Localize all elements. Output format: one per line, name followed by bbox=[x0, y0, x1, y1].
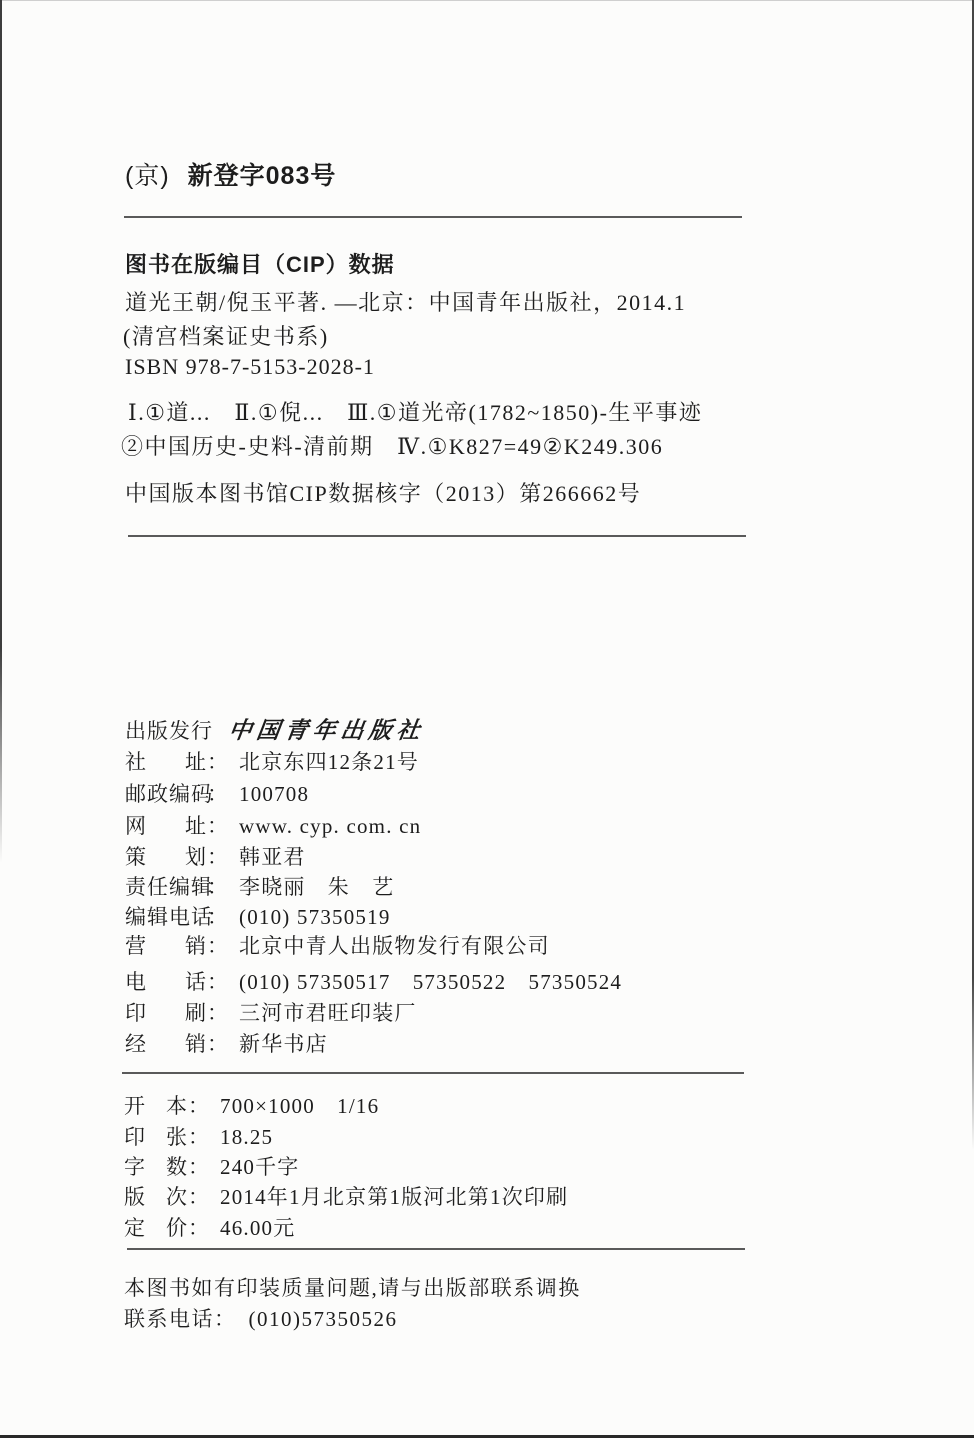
row-value: (010) 57350519 bbox=[239, 905, 391, 929]
row-value: 韩亚君 bbox=[239, 845, 306, 869]
row-value: (010) 57350517 57350522 57350524 bbox=[239, 970, 623, 994]
row-colon: ： bbox=[207, 934, 229, 958]
row-value: www. cyp. com. cn bbox=[239, 814, 422, 838]
row-value: 2014年1月北京第1版河北第1次印刷 bbox=[220, 1185, 569, 1209]
contact-colon: ： bbox=[214, 1307, 237, 1331]
row-colon: ： bbox=[188, 1094, 210, 1118]
row-value: 46.00元 bbox=[220, 1216, 296, 1240]
contact-phone: (010)57350526 bbox=[248, 1307, 398, 1331]
publisher-row-address bbox=[125, 746, 419, 776]
row-colon: ： bbox=[188, 1216, 210, 1240]
cip-heading: 图书在版编目（CIP）数据 bbox=[125, 252, 395, 277]
row-label: 字 数 bbox=[124, 1155, 188, 1179]
row-label: 邮 政 编 码 bbox=[125, 782, 213, 806]
row-label: 策 划 bbox=[125, 845, 207, 869]
divider-cip-bottom bbox=[128, 535, 746, 537]
row-colon: ： bbox=[207, 905, 229, 929]
row-colon: ： bbox=[188, 1185, 210, 1209]
cip-classification-line2: ②中国历史-史料-清前期 Ⅳ.①K827=49②K249.306 bbox=[121, 434, 664, 459]
row-value: 240千字 bbox=[220, 1155, 300, 1179]
contact-label: 联系电话 bbox=[124, 1307, 214, 1331]
spec-row-wordcount bbox=[124, 1151, 300, 1181]
spec-row-price bbox=[124, 1212, 295, 1242]
spec-row-sheets bbox=[124, 1121, 273, 1151]
cip-registry-number: 中国版本图书馆CIP数据核字（2013）第266662号 bbox=[125, 481, 642, 506]
page-edge-left bbox=[0, 0, 2, 863]
distribution-label: 出 版 发 行 bbox=[125, 719, 213, 743]
quality-notice: 本图书如有印装质量问题,请与出版部联系调换 bbox=[124, 1276, 581, 1300]
publisher-row-postcode bbox=[125, 778, 309, 808]
spec-row-format bbox=[124, 1090, 379, 1120]
cip-isbn: ISBN 978-7-5153-2028-1 bbox=[125, 354, 375, 379]
row-label: 电 话 bbox=[125, 970, 207, 994]
row-label: 网 址 bbox=[125, 814, 207, 838]
registration-number: 新登字083号 bbox=[187, 162, 337, 190]
row-label: 编 辑 电 话 bbox=[125, 905, 213, 929]
publisher-row-planner bbox=[125, 841, 306, 871]
divider-specs-top bbox=[122, 1072, 744, 1074]
cip-classification-line1: Ⅰ.①道... Ⅱ.①倪... Ⅲ.①道光帝(1782~1850)-生平事迹 bbox=[128, 400, 703, 425]
row-label: 开 本 bbox=[124, 1094, 188, 1118]
row-colon: ： bbox=[207, 782, 229, 806]
row-value: 新华书店 bbox=[239, 1032, 328, 1056]
row-colon: ： bbox=[207, 1032, 229, 1056]
contact-line bbox=[124, 1303, 398, 1333]
row-value: 18.25 bbox=[220, 1125, 274, 1149]
row-value: 700×1000 1/16 bbox=[220, 1094, 380, 1118]
row-colon: ： bbox=[188, 1125, 210, 1149]
row-label: 责 任 编 辑 bbox=[125, 875, 213, 899]
row-label: 营 销 bbox=[125, 934, 207, 958]
row-label: 印 刷 bbox=[125, 1001, 207, 1025]
row-value: 100708 bbox=[239, 782, 310, 806]
row-colon: ： bbox=[207, 750, 229, 774]
publisher-row-editor-phone bbox=[125, 901, 391, 931]
publisher-row-phone bbox=[125, 966, 622, 996]
row-colon: ： bbox=[207, 814, 229, 838]
publisher-row-distributor bbox=[125, 1028, 328, 1058]
row-value: 三河市君旺印装厂 bbox=[239, 1001, 417, 1025]
registration-line bbox=[125, 156, 336, 192]
divider-top bbox=[124, 216, 742, 218]
row-value: 北京东四12条21号 bbox=[239, 750, 419, 774]
publisher-distribution-row bbox=[125, 712, 425, 745]
publisher-row-printer bbox=[125, 997, 417, 1027]
row-value: 北京中青人出版物发行有限公司 bbox=[239, 934, 550, 958]
publisher-row-marketing bbox=[125, 930, 550, 960]
row-label: 定 价 bbox=[124, 1216, 188, 1240]
row-colon: ： bbox=[207, 845, 229, 869]
row-value: 李晓丽 朱 艺 bbox=[239, 875, 395, 899]
cip-series: (清宫档案证史书系) bbox=[123, 324, 329, 349]
row-colon: ： bbox=[207, 970, 229, 994]
row-label: 经 销 bbox=[125, 1032, 207, 1056]
row-colon: ： bbox=[207, 1001, 229, 1025]
publisher-row-editors bbox=[125, 871, 394, 901]
divider-footer-top bbox=[127, 1248, 745, 1250]
row-label: 版 次 bbox=[124, 1185, 188, 1209]
row-label: 社 址 bbox=[125, 750, 207, 774]
publisher-row-website bbox=[125, 810, 421, 840]
page-edge-top bbox=[0, 0, 974, 1]
spec-row-edition bbox=[124, 1181, 568, 1211]
row-colon: ： bbox=[188, 1155, 210, 1179]
row-colon: ： bbox=[207, 875, 229, 899]
row-label: 印 张 bbox=[124, 1125, 188, 1149]
registration-region: (京) bbox=[125, 162, 170, 190]
cip-description: 道光王朝/倪玉平著. —北京：中国青年出版社，2014.1 bbox=[125, 290, 687, 315]
publisher-logo: 中国青年出版社 bbox=[226, 718, 427, 743]
